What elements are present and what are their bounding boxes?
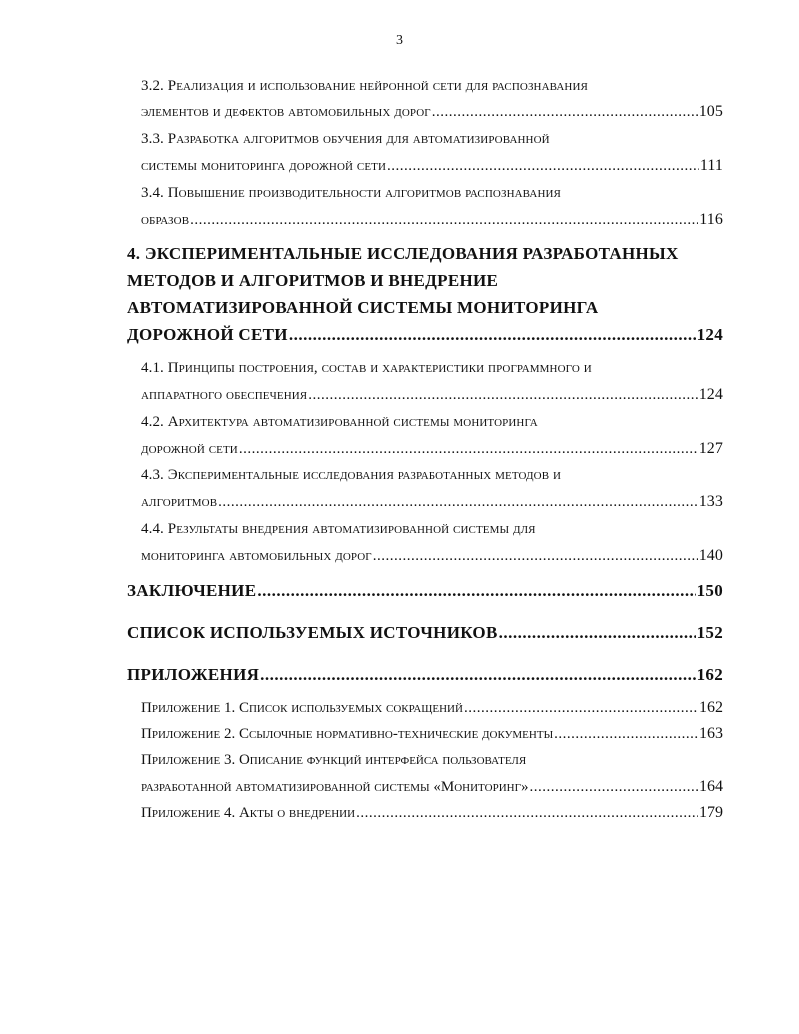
toc-page-ref: 127	[698, 440, 723, 457]
toc-entry-3-3-line1: 3.3. Разработка алгоритмов обучения для автоматизированной	[141, 131, 550, 147]
toc-page-ref: 124	[696, 325, 723, 344]
toc-chapter-label: ЗАКЛЮЧЕНИЕ	[127, 581, 257, 600]
toc-appendix-4[interactable]	[141, 804, 723, 822]
toc-entry-label: системы мониторинга дорожной сети	[141, 158, 386, 174]
toc-entry-label: элементов и дефектов автомобильных дорог	[141, 104, 431, 120]
toc-page-ref: 116	[699, 211, 723, 228]
toc-entry-label: образов	[141, 212, 190, 228]
toc-entry-4-1-line1: 4.1. Принципы построения, состав и характеристики программного и	[141, 360, 592, 376]
toc-entry-4-2[interactable]	[141, 440, 723, 458]
toc-entry-4-2-line1: 4.2. Архитектура автоматизированной системы мониторинга	[141, 414, 538, 430]
toc-conclusion[interactable]	[127, 581, 723, 601]
toc-chapter-label: СПИСОК ИСПОЛЬЗУЕМЫХ ИСТОЧНИКОВ	[127, 623, 498, 642]
toc-chapter-4[interactable]	[127, 325, 723, 345]
toc-appendix-3[interactable]	[141, 778, 723, 796]
toc-page-ref: 150	[696, 581, 723, 600]
toc-entry-label: аппаратного обеспечения	[141, 387, 308, 403]
dot-leader	[529, 779, 698, 796]
toc-chapter-4-line2: МЕТОДОВ И АЛГОРИТМОВ И ВНЕДРЕНИЕ	[127, 271, 499, 290]
toc-entry-4-4[interactable]	[141, 547, 723, 565]
dot-leader	[464, 700, 698, 717]
toc-entry-label: Приложение 1. Список используемых сокращений	[141, 700, 463, 716]
toc-entry-4-1[interactable]	[141, 386, 723, 404]
toc-page-ref: 162	[696, 665, 723, 684]
dot-leader	[289, 325, 696, 345]
toc-page-ref: 105	[698, 103, 723, 120]
toc-entry-4-3[interactable]	[141, 493, 723, 511]
toc-page-ref: 164	[699, 778, 723, 795]
toc-page-ref: 179	[699, 804, 723, 821]
toc-chapter-label: ДОРОЖНОЙ СЕТИ	[127, 325, 288, 344]
dot-leader	[257, 581, 695, 601]
dot-leader	[239, 441, 698, 458]
toc-page-ref: 140	[698, 547, 723, 564]
dot-leader	[356, 805, 698, 822]
page-number: 3	[396, 33, 403, 48]
toc-entry-3-4-line1: 3.4. Повышение производительности алгоритмов распознавания	[141, 185, 561, 201]
toc-appendix-3-line1: Приложение 3. Описание функций интерфейса пользователя	[141, 752, 527, 768]
toc-chapter-label: ПРИЛОЖЕНИЯ	[127, 665, 260, 684]
dot-leader	[387, 158, 699, 175]
toc-page-ref: 163	[699, 725, 723, 742]
dot-leader	[499, 623, 696, 643]
toc-entry-3-2[interactable]	[141, 103, 723, 121]
toc-page-ref: 111	[699, 157, 723, 174]
toc-page-ref: 152	[696, 623, 723, 642]
dot-leader	[190, 212, 698, 229]
toc-entry-label: алгоритмов	[141, 494, 218, 510]
toc-page-ref: 133	[698, 493, 723, 510]
toc-references[interactable]	[127, 623, 723, 643]
toc-appendix-1[interactable]	[141, 699, 723, 717]
dot-leader	[218, 494, 698, 511]
toc-chapter-4-line1: 4. ЭКСПЕРИМЕНТАЛЬНЫЕ ИССЛЕДОВАНИЯ РАЗРАБОТАННЫХ	[127, 244, 679, 263]
toc-entry-label: мониторинга автомобильных дорог	[141, 548, 372, 564]
dot-leader	[554, 726, 698, 743]
toc-page-ref: 124	[698, 386, 723, 403]
toc-entry-3-2-line1: 3.2. Реализация и использование нейронной сети для распознавания	[141, 78, 588, 94]
toc-entry-label: разработанной автоматизированной системы «Мониторинг»	[141, 779, 529, 795]
toc-entry-label: дорожной сети	[141, 441, 238, 457]
dot-leader	[373, 548, 698, 565]
toc-appendix-2[interactable]	[141, 725, 723, 743]
toc-entry-3-4[interactable]	[141, 211, 723, 229]
toc-chapter-4-line3: АВТОМАТИЗИРОВАННОЙ СИСТЕМЫ МОНИТОРИНГА	[127, 298, 599, 317]
dot-leader	[308, 387, 697, 404]
toc-entry-4-3-line1: 4.3. Экспериментальные исследования разработанных методов и	[141, 467, 562, 483]
dot-leader	[260, 665, 695, 685]
toc-page-ref: 162	[699, 699, 723, 716]
toc-entry-4-4-line1: 4.4. Результаты внедрения автоматизированной системы для	[141, 521, 536, 537]
toc-appendices[interactable]	[127, 665, 723, 685]
toc-entry-3-3[interactable]	[141, 157, 723, 175]
toc-entry-label: Приложение 2. Ссылочные нормативно-технические документы	[141, 726, 554, 742]
dot-leader	[432, 104, 698, 121]
toc-entry-label: Приложение 4. Акты о внедрении	[141, 805, 356, 821]
